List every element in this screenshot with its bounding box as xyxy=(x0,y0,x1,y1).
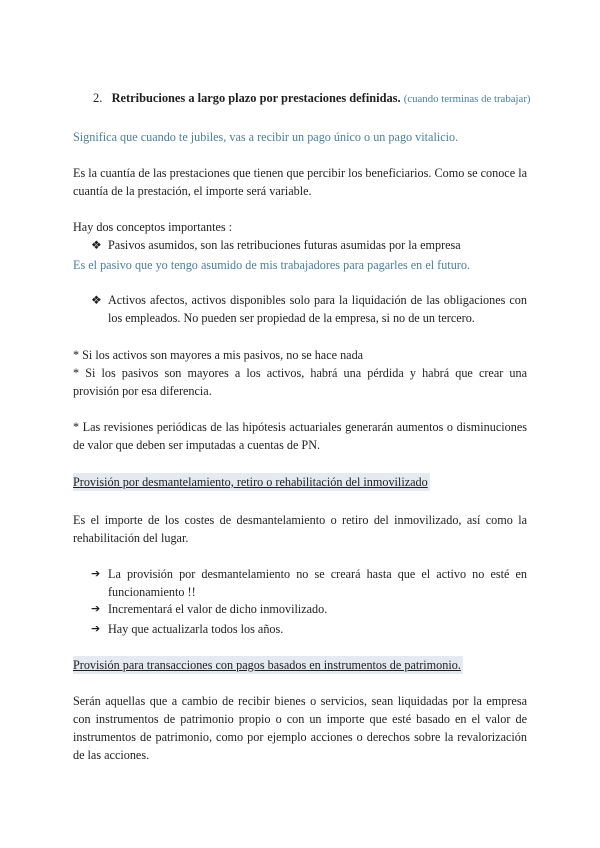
section-number: 2. xyxy=(93,91,103,105)
arrow-icon: ➔ xyxy=(91,567,101,580)
section-note: (cuando terminas de trabajar) xyxy=(403,93,531,105)
bullet-pasivos-text: Pasivos asumidos, son las retribuciones futuras asumidas por la empresa xyxy=(108,238,461,252)
diamond-bullet-icon: ❖ xyxy=(91,238,102,252)
arrow-item-text: La provisión por desmantelamiento no se creará hasta que el activo no esté en funcionamiento !! xyxy=(108,567,527,599)
section-heading-desmantelamiento: Provisión por desmantelamiento, retiro o rehabilitación del inmovilizado xyxy=(73,475,428,489)
pago-explanation: Significa que cuando te jubiles, vas a recibir un pago único o un pago vitalicio. xyxy=(73,130,459,144)
bullet-pasivos xyxy=(91,236,527,254)
conceptos-intro: Hay dos conceptos importantes : xyxy=(73,220,233,234)
section-title: Retribuciones a largo plazo por prestaciones definidas. xyxy=(111,91,401,105)
arrow-item-text: Incrementará el valor de dicho inmovilizado. xyxy=(108,602,328,616)
bullet-activos xyxy=(91,291,527,327)
note-pasivos-mayores: * Si los pasivos son mayores a los activos, habrá una pérdida y habrá que crear una provisión por esa diferencia. xyxy=(73,366,527,398)
desmantelamiento-paragraph: Es el importe de los costes de desmantelamiento o retiro del inmovilizado, así como la rehabilitación del lugar. xyxy=(73,513,527,545)
arrow-item xyxy=(91,565,527,601)
arrow-item xyxy=(91,600,527,618)
bullet-activos-text: Activos afectos, activos disponibles solo para la liquidación de las obligaciones con los empleados. No pueden ser propiedad de la empresa, si no de un tercero. xyxy=(108,293,527,325)
arrow-icon: ➔ xyxy=(91,602,101,615)
section-heading-retribuciones xyxy=(93,91,531,106)
arrow-item xyxy=(91,620,527,638)
arrow-item-text: Hay que actualizarla todos los años. xyxy=(108,622,284,636)
arrow-icon: ➔ xyxy=(91,622,101,635)
pasivo-explanation: Es el pasivo que yo tengo asumido de mis trabajadores para pagarles en el futuro. xyxy=(73,258,470,272)
diamond-bullet-icon: ❖ xyxy=(91,293,102,307)
cuantia-paragraph: Es la cuantía de las prestaciones que tienen que percibir los beneficiarios. Como se conoce la cuantía de la prestación, el importe será variable. xyxy=(73,166,527,198)
patrimonio-paragraph: Serán aquellas que a cambio de recibir bienes o servicios, sean liquidadas por la empresa con instrumentos de patrimonio propio o con un importe que esté basado en el valor de instrumentos de patrimonio, como por ejemplo acciones o derechos sobre la revalorización de las acciones. xyxy=(73,694,527,762)
section-heading-patrimonio: Provisión para transacciones con pagos basados en instrumentos de patrimonio. xyxy=(73,658,461,672)
note-revisiones: * Las revisiones periódicas de las hipótesis actuariales generarán aumentos o disminuciones de valor que deben ser imputadas a cuentas de PN. xyxy=(73,420,527,452)
note-activos-mayores: * Si los activos son mayores a mis pasivos, no se hace nada xyxy=(73,348,364,362)
